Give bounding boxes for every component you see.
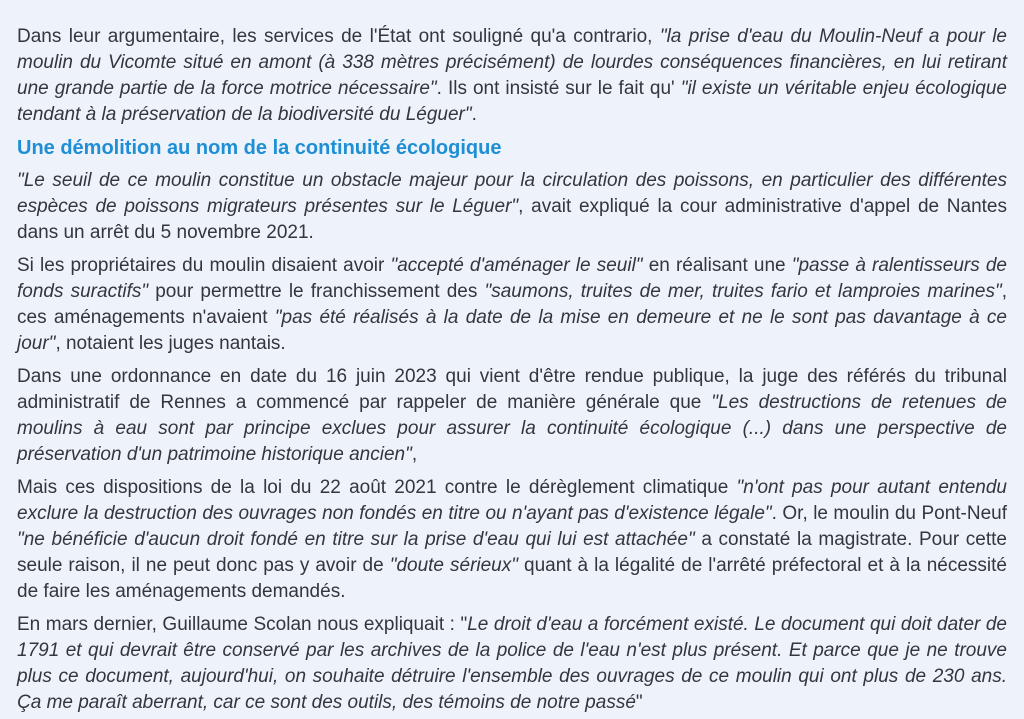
- body-text: en réalisant une: [642, 255, 792, 276]
- quoted-text: "n'ont pas pour autant entendu exclure la destruction des ouvrages non fondés en titre ou n'ayant pas d'existence légale": [17, 477, 1007, 524]
- body-text: Si les propriétaires du moulin disaient avoir: [17, 255, 391, 276]
- paragraph: [17, 612, 1007, 716]
- body-text: a constaté la magistrate. Pour cette seule raison, il ne peut donc pas y avoir de: [17, 529, 1007, 576]
- paragraph: [17, 364, 1007, 468]
- body-text: ": [635, 692, 643, 713]
- paragraph: [17, 253, 1007, 357]
- quoted-text: "la prise d'eau du Moulin-Neuf a pour le moulin du Vicomte situé en amont (à 338 mètres précisément) de lourdes conséquences financières, en lui retirant une grande partie de la force motrice nécessaire": [17, 26, 1007, 99]
- body-text: Dans une ordonnance en date du 16 juin 2023 qui vient d'être rendue publique, la juge des référés du tribunal administratif de Rennes a commencé par rappeler de manière générale que: [17, 366, 1007, 413]
- body-text: En mars dernier, Guillaume Scolan nous expliquait : ": [17, 614, 468, 635]
- quoted-text: "accepté d'aménager le seuil": [390, 255, 643, 276]
- quoted-text: "ne bénéficie d'aucun droit fondé en titre sur la prise d'eau qui lui est attachée": [17, 529, 695, 550]
- quoted-text: "Le seuil de ce moulin constitue un obstacle majeur pour la circulation des poissons, en particulier des différentes espèces de poissons migrateurs présentes sur le Léguer": [17, 170, 1007, 217]
- body-text: . Or, le moulin du Pont-Neuf: [771, 503, 1008, 524]
- body-text: Dans leur argumentaire, les services de l'État ont souligné qu'a contrario,: [17, 26, 660, 47]
- body-text: Mais ces dispositions de la loi du 22 août 2021 contre le dérèglement climatique: [17, 477, 737, 498]
- quoted-text: "saumons, truites de mer, truites fario et lamproies marines": [484, 281, 1002, 302]
- paragraph: [17, 168, 1007, 246]
- quoted-text: "passe à ralentisseurs de fonds suractifs": [17, 255, 1008, 302]
- body-text: , ces aménagements n'avaient: [17, 281, 1008, 328]
- quoted-text: "Les destructions de retenues de moulins à eau sont par principe exclues pour assurer la continuité écologique (...) dans une perspective de préservation d'un patrimoine historique ancien": [17, 392, 1007, 465]
- body-text: quant à la légalité de l'arrêté préfectoral et à la nécessité de faire les aménagements demandés.: [17, 555, 1007, 602]
- body-text: .: [471, 104, 477, 125]
- paragraph: [17, 24, 1007, 128]
- body-text: , notaient les juges nantais.: [55, 333, 286, 354]
- body-text: , avait expliqué la cour administrative d'appel de Nantes dans un arrêt du 5 novembre 2021.: [17, 196, 1007, 243]
- paragraph: [17, 475, 1007, 605]
- section-heading: Une démolition au nom de la continuité écologique: [17, 137, 502, 159]
- quoted-text: Le droit d'eau a forcément existé. Le document qui doit dater de 1791 et qui devrait être conservé par les archives de la police de l'eau n'est plus présent. Et parce que je ne trouve plus ce document, aujourd'hui, on souhaite détruire l'ensemble des ouvrages de ce moulin qui ont plus de 230 ans. Ça me paraît aberrant, car ce sont des outils, des témoins de notre passé: [17, 614, 1007, 713]
- body-text: pour permettre le franchissement des: [148, 281, 485, 302]
- quoted-text: "doute sérieux": [389, 555, 518, 576]
- body-text: . Ils ont insisté sur le fait qu': [436, 78, 681, 99]
- quoted-text: "il existe un véritable enjeu écologique tendant à la préservation de la biodiversité du Léguer": [17, 78, 1007, 125]
- quoted-text: "pas été réalisés à la date de la mise en demeure et ne le sont pas davantage à ce jour": [17, 307, 1007, 354]
- body-text: ,: [411, 444, 418, 465]
